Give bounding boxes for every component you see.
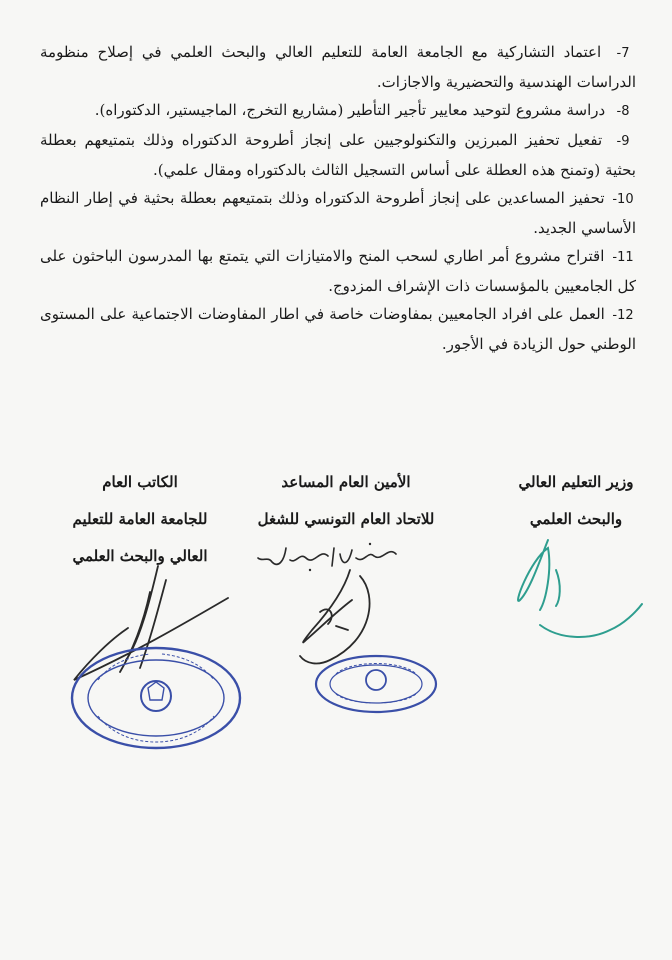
general-title: الكاتب العام <box>102 473 178 491</box>
general-union-stamp <box>72 648 240 748</box>
deputy-signatory <box>236 464 456 538</box>
item-number: -9 <box>616 134 630 149</box>
item-number: -11 <box>612 250 634 265</box>
item-text: اقتراح مشروع أمر اطاري لسحب المنح والامتيازات التي يتمتع بها المدرسون الباحثون على كل الجامعيين بالمؤسسات ذات الإشراف المزدوج. <box>40 247 636 295</box>
list-item <box>40 184 636 242</box>
item-number: -7 <box>616 46 630 61</box>
item-text: تحفيز المساعدين على إنجاز أطروحة الدكتوراه وذلك بتمتيعهم بعطلة بحثية في إطار النظام الأساسي الجديد. <box>40 189 636 237</box>
list-item <box>40 126 636 184</box>
list-item <box>40 38 636 96</box>
list-item <box>40 242 636 300</box>
list-item <box>40 96 636 126</box>
item-text: تفعيل تحفيز المبرزين والتكنولوجيين على إنجاز أطروحة الدكتوراه وذلك بتمتيعهم بعطلة بحثية (وتمنح هذه العطلة على أساس التسجيل الثالث بالدكتوراه ومقال علمي). <box>40 131 636 179</box>
deputy-union-stamp <box>316 656 436 712</box>
minister-title-line2: والبحث العلمي <box>529 510 623 528</box>
item-text: دراسة مشروع لتوحيد معايير تأجير التأطير (مشاريع التخرج، الماجيستير، الدكتوراه). <box>94 101 606 119</box>
minister-signature <box>518 540 642 637</box>
deputy-title: الأمين العام المساعد <box>281 473 411 491</box>
minister-signatory <box>496 464 656 538</box>
item-number: -8 <box>616 104 630 119</box>
deputy-title-line2: للاتحاد العام التونسي للشغل <box>257 510 435 528</box>
general-secretary-signatory <box>40 464 240 575</box>
general-title-line3: العالي والبحث العلمي <box>72 547 208 565</box>
item-text: اعتماد التشاركية مع الجامعة العامة للتعليم العالي والبحث العلمي في إصلاح منظومة الدراسات الهندسية والتحضيرية والاجازات. <box>40 43 636 91</box>
item-text: العمل على افراد الجامعيين بمفاوضات خاصة في اطار المفاوضات الاجتماعية على المستوى الوطني حول الزيادة في الأجور. <box>40 305 636 353</box>
handwritten-name-signature <box>250 536 400 576</box>
list-item <box>40 300 636 358</box>
demands-list <box>40 38 636 358</box>
general-signature <box>74 566 228 680</box>
item-number: -10 <box>612 192 634 207</box>
deputy-signature <box>300 570 370 663</box>
item-number: -12 <box>612 308 634 323</box>
general-title-line2: للجامعة العامة للتعليم <box>72 510 208 528</box>
minister-title: وزير التعليم العالي <box>518 473 634 491</box>
